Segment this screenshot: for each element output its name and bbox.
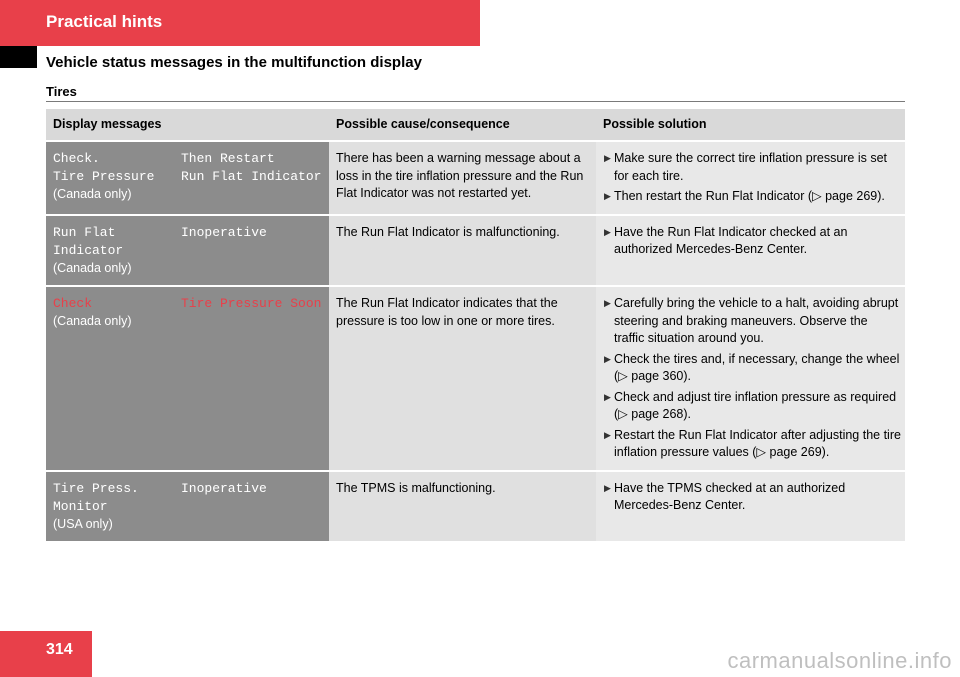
display-message-cell	[46, 471, 329, 543]
solution-item: ▶ Have the TPMS checked at an authorized Mercedes-Benz Center.	[604, 480, 901, 515]
display-message: Tire Press. Inoperative Monitor	[53, 480, 267, 514]
header-display-messages: Display messages	[46, 109, 329, 141]
solution-cell	[596, 286, 905, 471]
table-row	[46, 286, 905, 471]
solution-cell	[596, 471, 905, 543]
arrow-bullet-icon: ▶	[604, 298, 611, 308]
arrow-bullet-icon: ▶	[604, 153, 611, 163]
display-message-cell	[46, 286, 329, 471]
status-messages-table	[46, 109, 905, 543]
region-note: (Canada only)	[53, 187, 132, 201]
solution-item: ▶ Carefully bring the vehicle to a halt, avoiding abrupt steering and braking maneuvers. Observe the traffic situation around you.	[604, 295, 901, 348]
table-row	[46, 141, 905, 215]
region-note: (USA only)	[53, 516, 113, 531]
arrow-bullet-icon: ▶	[604, 482, 611, 493]
chapter-title: Practical hints	[46, 12, 163, 31]
watermark: carmanualsonline.info	[727, 648, 952, 673]
solution-item: ▶ Check the tires and, if necessary, change the wheel (▷ page 360).	[604, 351, 901, 386]
arrow-bullet-icon: ▶	[604, 191, 611, 201]
display-message-cell	[46, 215, 329, 287]
cause-cell: The Run Flat Indicator indicates that the pressure is too low in one or more tires.	[329, 286, 596, 471]
arrow-bullet-icon: ▶	[604, 391, 611, 402]
table-header-row	[46, 109, 905, 141]
table-row	[46, 471, 905, 543]
solution-item: ▶ Then restart the Run Flat Indicator (▷ page 269).	[604, 188, 901, 206]
solution-item: ▶ Have the Run Flat Indicator checked at an authorized Mercedes-Benz Center.	[604, 224, 901, 259]
table-row	[46, 215, 905, 287]
cause-cell: The TPMS is malfunctioning.	[329, 471, 596, 543]
solution-item: ▶ Make sure the correct tire inflation pressure is set for each tire.	[604, 150, 901, 185]
display-message-warning: Check Tire Pressure Soon	[53, 296, 322, 311]
header-possible-solution: Possible solution	[596, 109, 905, 141]
solution-item: ▶ Restart the Run Flat Indicator after adjusting the tire inflation pressure values (▷ page 269).	[604, 427, 901, 462]
display-message-cell	[46, 141, 329, 215]
solution-item: ▶ Check and adjust tire inflation pressure as required (▷ page 268).	[604, 389, 901, 424]
arrow-bullet-icon: ▶	[604, 226, 611, 237]
arrow-bullet-icon: ▶	[604, 353, 611, 364]
section-title: Vehicle status messages in the multifunction display	[46, 54, 422, 71]
arrow-bullet-icon: ▶	[604, 429, 611, 440]
cause-cell: The Run Flat Indicator is malfunctioning.	[329, 215, 596, 287]
solution-cell	[596, 215, 905, 287]
region-note: (Canada only)	[53, 314, 132, 328]
display-message: Run Flat Inoperative Indicator	[53, 224, 267, 258]
solution-cell	[596, 141, 905, 215]
header-possible-cause: Possible cause/consequence	[329, 109, 596, 141]
cause-cell: There has been a warning message about a loss in the tire inflation pressure and the Run Flat Indicator was not restarted yet.	[329, 141, 596, 215]
page-number: 314	[46, 641, 73, 658]
divider	[46, 101, 905, 102]
display-message: Check. Then Restart Tire Pressure Run Flat Indicator	[53, 151, 322, 184]
region-note: (Canada only)	[53, 260, 132, 275]
subsection-title: Tires	[46, 84, 77, 99]
section-marker	[0, 46, 37, 68]
